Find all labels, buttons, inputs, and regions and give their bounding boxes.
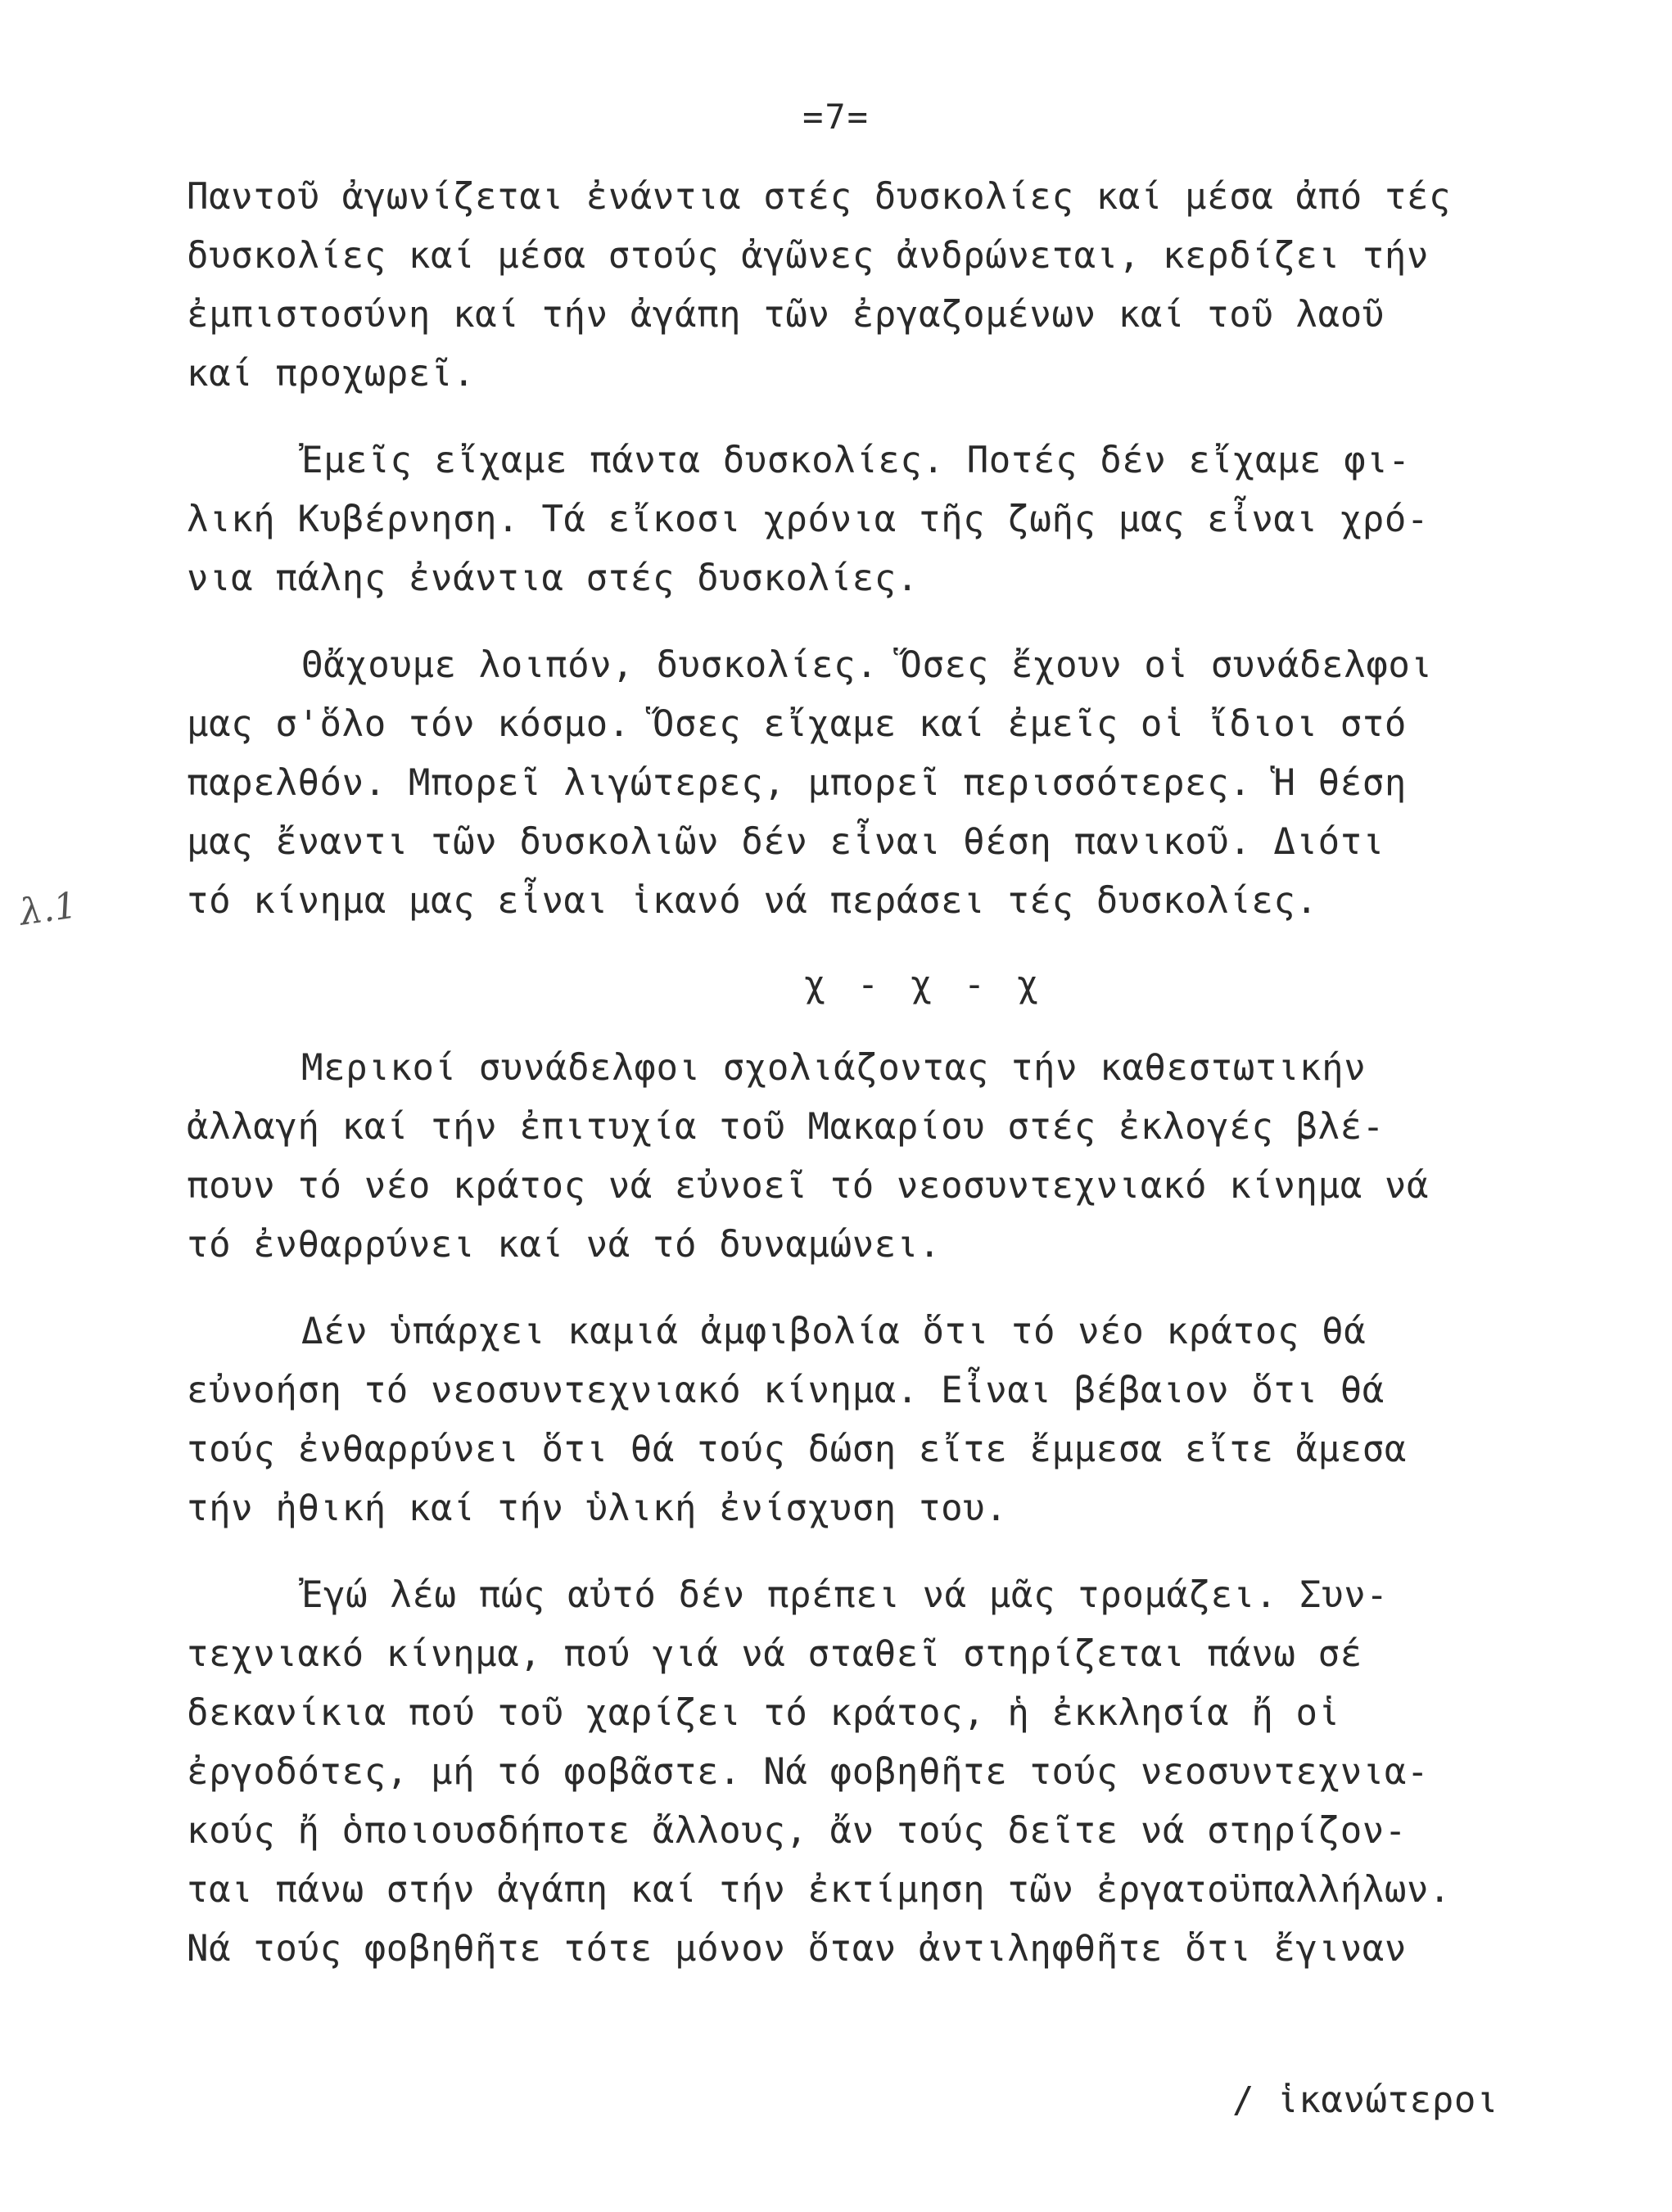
page-number: =7=	[802, 97, 870, 137]
text-line: Θἄχουμε λοιπόν, δυσκολίες. Ὅσες ἔχουν οἱ συνάδελφοι	[301, 644, 1433, 686]
paragraph-1	[187, 168, 1628, 404]
text-line: εὐνοήση τό νεοσυντεχνιακό κίνημα. Εἶναι βέβαιον ὅτι θά	[187, 1370, 1385, 1411]
text-line: ἐμπιστοσύνη καί τήν ἀγάπη τῶν ἐργαζομένων καί τοῦ λαοῦ	[187, 294, 1385, 336]
text-line: λική Κυβέρνηση. Τά εἴκοσι χρόνια τῆς ζωῆς μας εἶναι χρό-	[187, 499, 1430, 540]
handwritten-margin-note: λ.1	[16, 884, 80, 934]
text-line: μας σ'ὅλο τόν κόσμο. Ὅσες εἴχαμε καί ἐμεῖς οἱ ἴδιοι στό	[187, 703, 1407, 745]
paragraph-4	[187, 1039, 1628, 1275]
text-line: κούς ἤ ὁποιουσδήποτε ἄλλους, ἄν τούς δεῖτε νά στηρίζον-	[187, 1810, 1407, 1852]
paragraph-5	[187, 1302, 1628, 1538]
text-line: τούς ἐνθαρρύνει ὅτι θά τούς δώση εἴτε ἔμμεσα εἴτε ἄμεσα	[187, 1429, 1407, 1470]
paragraph-6	[187, 1566, 1628, 1979]
text-line: ἀλλαγή καί τήν ἐπιτυχία τοῦ Μακαρίου στές ἐκλογές βλέ-	[187, 1106, 1385, 1148]
text-line: δεκανίκια πού τοῦ χαρίζει τό κράτος, ἡ ἐκκλησία ἤ οἱ	[187, 1692, 1340, 1734]
text-line: τήν ἠθική καί τήν ὑλική ἐνίσχυση του.	[187, 1487, 1008, 1529]
paragraph-2	[187, 431, 1628, 608]
text-line: πουν τό νέο κράτος νά εὐνοεῖ τό νεοσυντεχνιακό κίνημα νά	[187, 1165, 1430, 1207]
text-line: παρελθόν. Μπορεῖ λιγώτερες, μπορεῖ περισσότερες. Ἡ θέση	[187, 762, 1407, 804]
text-line: ἐργοδότες, μή τό φοβᾶστε. Νά φοβηθῆτε τούς νεοσυντεχνια-	[187, 1751, 1430, 1793]
text-line: τεχνιακό κίνημα, πού γιά νά σταθεῖ στηρίζεται πάνω σέ	[187, 1633, 1362, 1675]
continuation-word: / ἱκανώτεροι	[1232, 2079, 1499, 2121]
text-line: τό ἐνθαρρύνει καί νά τό δυναμώνει.	[187, 1224, 942, 1266]
text-line: Δέν ὑπάρχει καμιά ἀμφιβολία ὅτι τό νέο κράτος θά	[301, 1311, 1367, 1352]
text-line: Ἐμεῖς εἴχαμε πάντα δυσκολίες. Ποτές δέν εἴχαμε φι-	[301, 440, 1411, 481]
section-separator: χ - χ - χ	[803, 964, 1044, 1005]
text-line: καί προχωρεῖ.	[187, 353, 476, 395]
paragraph-3	[187, 636, 1628, 931]
text-line: Ἐγώ λέω πώς αὐτό δέν πρέπει νά μᾶς τρομάζει. Συν-	[301, 1574, 1389, 1616]
text-line: Μερικοί συνάδελφοι σχολιάζοντας τήν καθεστωτικήν	[301, 1047, 1367, 1089]
text-line: μας ἔναντι τῶν δυσκολιῶν δέν εἶναι θέση πανικοῦ. Διότι	[187, 821, 1385, 863]
text-line: νια πάλης ἐνάντια στές δυσκολίες.	[187, 558, 919, 599]
text-line: Νά τούς φοβηθῆτε τότε μόνον ὅταν ἀντιληφθῆτε ὅτι ἔγιναν	[187, 1928, 1407, 1970]
text-line: Παντοῦ ἀγωνίζεται ἐνάντια στές δυσκολίες καί μέσα ἀπό τές	[187, 176, 1452, 218]
text-line: τό κίνημα μας εἶναι ἱκανό νά περάσει τές δυσκολίες.	[187, 880, 1318, 922]
body-text	[187, 168, 1628, 2007]
text-line: δυσκολίες καί μέσα στούς ἀγῶνες ἀνδρώνεται, κερδίζει τήν	[187, 235, 1430, 277]
text-line: ται πάνω στήν ἀγάπη καί τήν ἐκτίμηση τῶν ἐργατοϋπαλλήλων.	[187, 1869, 1452, 1911]
